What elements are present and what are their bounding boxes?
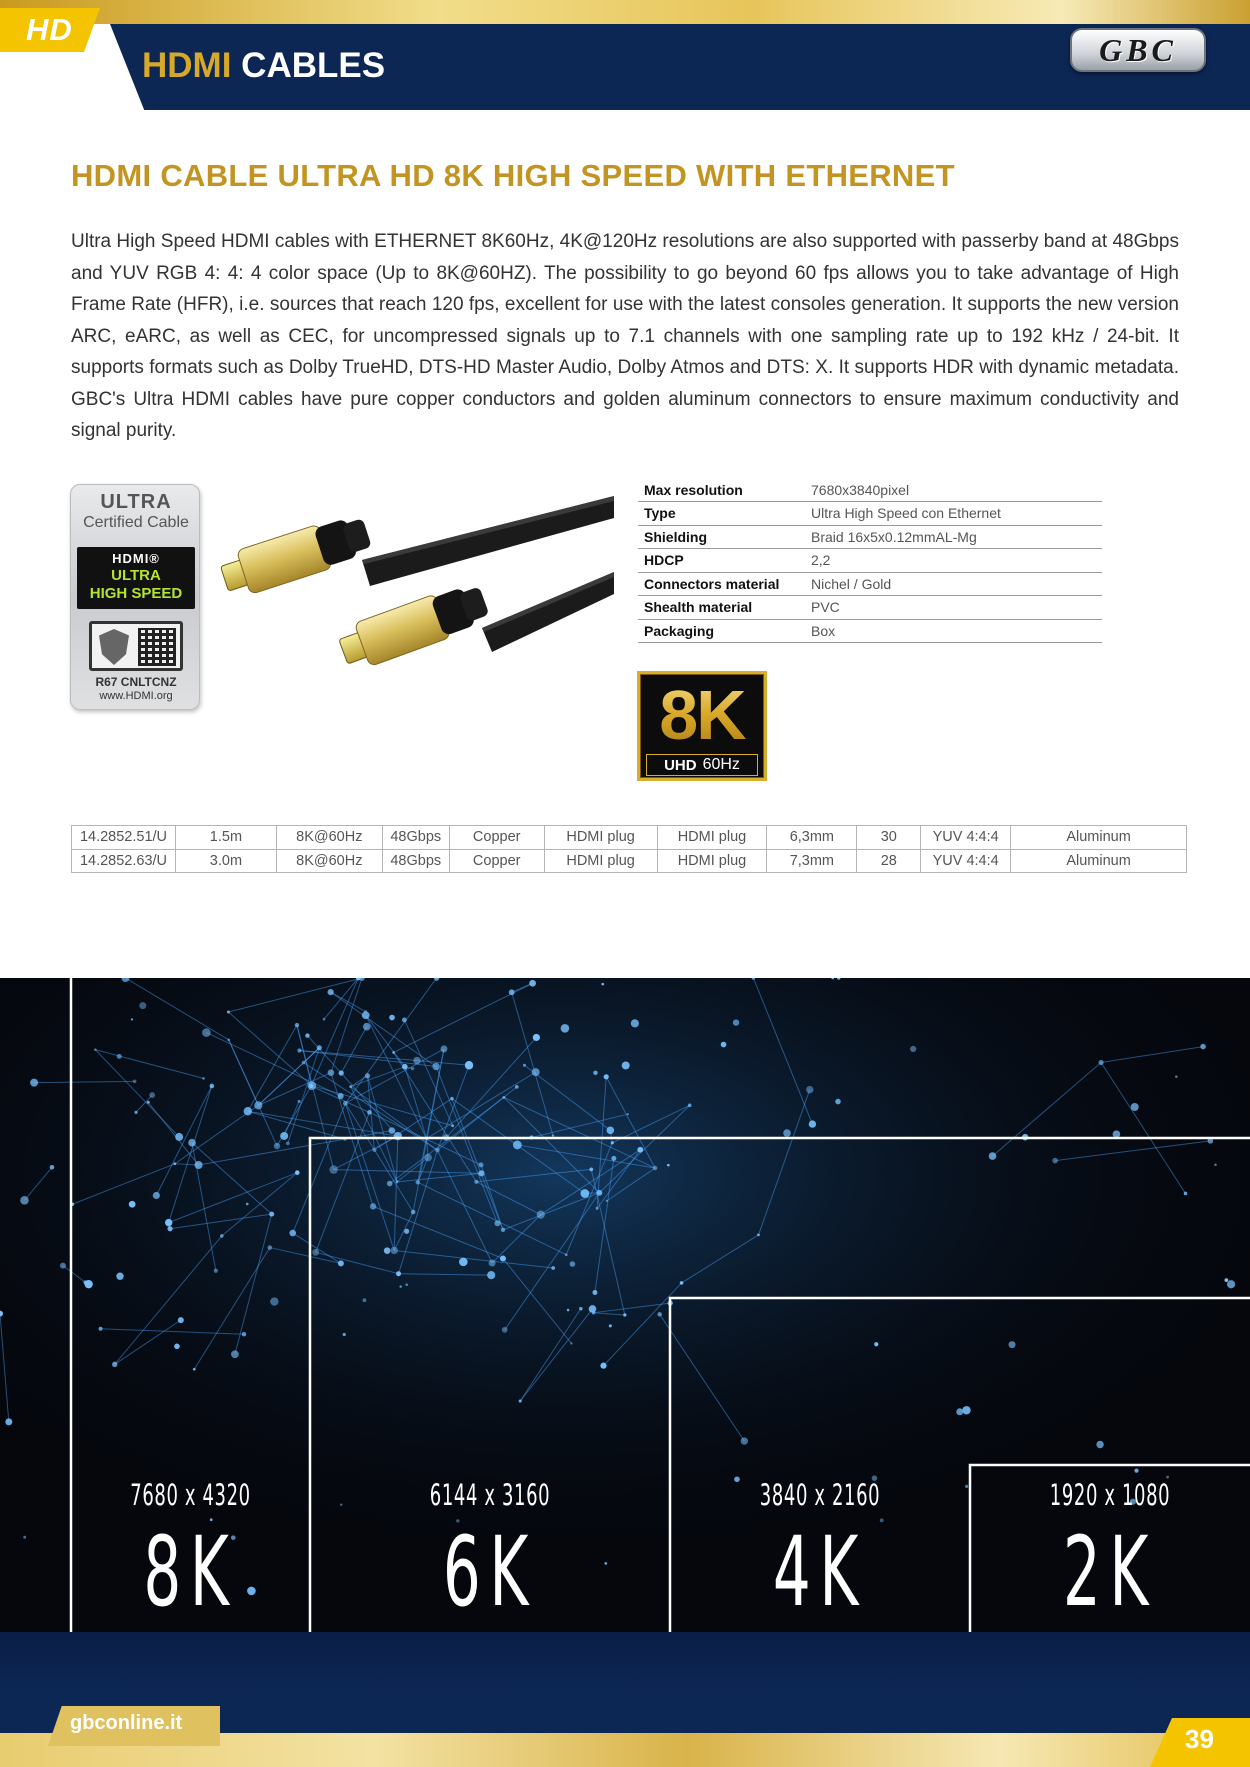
product-code-row — [72, 849, 1187, 873]
network-dot — [20, 1196, 29, 1205]
network-dot — [494, 1220, 500, 1226]
spec-label: Shielding — [638, 525, 805, 549]
network-dot — [5, 1418, 12, 1425]
network-dot — [173, 1162, 176, 1165]
network-dot — [565, 1253, 568, 1256]
network-dot — [1175, 1075, 1178, 1078]
network-dot — [268, 1245, 273, 1250]
spec-label: Type — [638, 502, 805, 526]
network-dot — [149, 1092, 155, 1098]
connector-b-cell: HDMI plug — [657, 826, 767, 850]
network-dot — [387, 1181, 393, 1187]
network-dot — [596, 1207, 599, 1210]
network-dot — [532, 1068, 540, 1076]
bandwidth-cell: 48Gbps — [382, 826, 449, 850]
network-dot — [589, 1167, 593, 1171]
network-dot — [305, 1033, 309, 1037]
color-space-cell: YUV 4:4:4 — [921, 849, 1011, 873]
diameter-cell: 6,3mm — [767, 826, 857, 850]
network-dot — [280, 1132, 288, 1140]
network-dot — [413, 1057, 420, 1064]
network-dot — [214, 1269, 218, 1273]
network-dot — [607, 1127, 615, 1135]
spec-label: HDCP — [638, 549, 805, 573]
cert-high-speed-green: HIGH SPEED — [89, 585, 183, 602]
network-dot — [365, 1073, 370, 1078]
length-cell: 1.5m — [175, 826, 276, 850]
code-cell: 14.2852.63/U — [72, 849, 176, 873]
cert-certified-text: Certified Cable — [83, 514, 189, 531]
network-dot — [1227, 1280, 1235, 1288]
network-dot — [302, 1061, 306, 1065]
conductor-cell: Copper — [449, 849, 544, 873]
length-cell: 3.0m — [175, 849, 276, 873]
network-dot — [667, 1164, 670, 1167]
res-4k-name: 4K — [772, 1516, 868, 1628]
spec-table — [638, 478, 1102, 643]
section-title-accent: HDMI — [142, 46, 232, 85]
network-dot — [561, 1024, 570, 1033]
network-dot — [627, 1113, 629, 1115]
badge-uhd-text: UHD — [664, 756, 697, 774]
network-dot — [112, 1362, 117, 1367]
network-dot — [165, 1219, 172, 1226]
network-dot — [600, 1363, 606, 1369]
network-dot — [611, 1156, 616, 1161]
connector-a-cell: HDMI plug — [544, 849, 657, 873]
spec-value: 2,2 — [805, 549, 1102, 573]
spec-value: PVC — [805, 596, 1102, 620]
network-dot — [432, 1063, 439, 1070]
network-dot — [242, 1332, 246, 1336]
network-dot — [653, 1166, 658, 1171]
resolution-comparison-graphic — [0, 978, 1250, 1632]
network-dot — [323, 1018, 326, 1021]
website-url: gbconline.it — [70, 1712, 183, 1734]
network-dot — [601, 983, 604, 986]
network-dot — [479, 1162, 484, 1167]
section-title-rest: CABLES — [241, 46, 386, 85]
conductor-cell: Copper — [449, 826, 544, 850]
network-dot — [606, 1200, 608, 1202]
section-title — [142, 46, 385, 86]
network-dot — [962, 1406, 970, 1414]
spec-label: Shealth material — [638, 596, 805, 620]
spec-value: Nichel / Gold — [805, 572, 1102, 596]
cert-url: www.HDMI.org — [99, 690, 173, 702]
network-dot — [809, 1120, 816, 1127]
network-dot — [389, 1127, 396, 1134]
network-dot — [384, 1247, 391, 1254]
network-dot — [338, 1260, 344, 1266]
network-dot — [592, 1311, 595, 1314]
header-gold-strip — [0, 0, 1250, 24]
network-dot — [474, 1180, 478, 1184]
network-dot — [1200, 1044, 1206, 1050]
network-dot — [270, 1297, 278, 1305]
network-dot — [175, 1133, 183, 1141]
network-dot — [286, 1141, 290, 1145]
res-8k-name: 8K — [143, 1516, 238, 1628]
product-code-row — [72, 826, 1187, 850]
spec-row — [638, 549, 1102, 573]
cert-ultra-text: ULTRA — [100, 491, 172, 513]
spec-row — [638, 478, 1102, 502]
badge-8k-text: 8K — [640, 674, 764, 756]
network-dot — [202, 1077, 205, 1080]
network-dot — [1096, 1441, 1103, 1448]
network-dot — [328, 1069, 335, 1076]
network-dot — [680, 1281, 684, 1285]
network-dot — [178, 1317, 184, 1323]
network-dot — [806, 1086, 813, 1093]
network-dot — [529, 980, 536, 987]
product-title: HDMI CABLE ULTRA HD 8K HIGH SPEED WITH ETHERNET — [71, 158, 955, 193]
housing-cell: Aluminum — [1011, 849, 1187, 873]
network-dot — [450, 1097, 453, 1100]
network-dot — [741, 1437, 748, 1444]
spec-value: Ultra High Speed con Ethernet — [805, 502, 1102, 526]
badge-uhd-bar — [646, 754, 758, 776]
bandwidth-cell: 48Gbps — [382, 849, 449, 873]
product-description: Ultra High Speed HDMI cables with ETHERNET 8K60Hz, 4K@120Hz resolutions are also supported with passerby band at 48Gbps and YUV RGB 4: 4: 4 color space (Up to 8K@60HZ). The possibility to go beyond 60 fps allows you to take advantage of High Frame Rate (HFR), i.e. sources that reach 120 fps, excellent for use with the latest consoles generation. It supports the new version ARC, eARC, as well as CEC, for uncompressed signals up to 7.1 channels with one sampling rate up to 192 kHz / 24-bit. It supports formats such as Dolby TrueHD, DTS-HD Master Audio, Dolby Atmos and DTS: X. It supports HDR with dynamic metadata. GBC's Ultra HDMI cables have pure copper conductors and golden aluminum connectors to ensure maximum conductivity and signal purity. — [71, 231, 1179, 441]
network-dot — [509, 989, 515, 995]
gbc-logo-text: GBC — [1099, 31, 1177, 68]
res-8k-dims: 7680 x 4320 — [130, 1478, 251, 1512]
network-dot — [295, 1170, 300, 1175]
network-dot — [910, 1046, 916, 1052]
network-dot — [874, 1342, 878, 1346]
network-dot — [134, 1111, 137, 1114]
spec-row — [638, 502, 1102, 526]
network-dot — [188, 1139, 196, 1147]
awg-cell: 30 — [857, 826, 921, 850]
network-dot — [611, 1141, 614, 1144]
network-dot — [349, 1085, 352, 1088]
code-cell: 14.2852.51/U — [72, 826, 176, 850]
network-dot — [133, 1080, 137, 1084]
network-dot — [501, 1228, 505, 1232]
diameter-cell: 7,3mm — [767, 849, 857, 873]
upper-cable — [217, 496, 614, 601]
network-dot — [309, 1084, 313, 1088]
hdmi-certification-label — [70, 484, 200, 710]
spec-row — [638, 525, 1102, 549]
network-dot — [502, 1327, 508, 1333]
network-dot — [1214, 1163, 1217, 1166]
network-dot — [435, 1148, 440, 1153]
network-dot — [343, 1101, 348, 1106]
network-dot — [312, 1249, 319, 1256]
network-dot — [1009, 1341, 1016, 1348]
network-dot — [131, 1018, 133, 1020]
network-dot — [835, 1099, 841, 1105]
network-dot — [343, 1333, 346, 1336]
network-dot — [579, 1307, 583, 1311]
network-dot — [116, 1273, 123, 1280]
network-dot — [404, 1229, 409, 1234]
network-dot — [99, 1327, 103, 1331]
network-dot — [210, 1084, 215, 1089]
spec-value: 7680x3840pixel — [805, 478, 1102, 502]
network-dot — [367, 1110, 372, 1115]
res-6k-name: 6K — [442, 1516, 538, 1628]
network-dot — [783, 1129, 791, 1137]
cert-qr-box — [89, 621, 183, 671]
network-dot — [733, 1019, 739, 1025]
network-dot — [328, 989, 334, 995]
cert-ultra-green: ULTRA — [111, 567, 161, 584]
spec-row — [638, 619, 1102, 643]
network-dot — [609, 1324, 612, 1327]
network-dot — [570, 1342, 572, 1344]
network-dot — [274, 1143, 280, 1149]
res-2k-dims: 1920 x 1080 — [1049, 1478, 1171, 1512]
network-dot — [593, 1071, 597, 1075]
network-dot — [391, 1247, 398, 1254]
network-dot — [1224, 1278, 1228, 1282]
network-dot — [965, 1485, 968, 1488]
network-dot — [396, 1180, 399, 1183]
network-dot — [657, 1312, 661, 1316]
spec-label: Connectors material — [638, 572, 805, 596]
network-dot — [956, 1408, 963, 1415]
network-dot — [478, 1170, 484, 1176]
gbc-logo — [1070, 28, 1206, 72]
network-dot — [30, 1079, 38, 1087]
spec-value: Braid 16x5x0.12mmAL-Mg — [805, 525, 1102, 549]
network-dot — [721, 1042, 727, 1048]
shield-icon — [99, 629, 129, 665]
network-dot — [139, 1002, 146, 1009]
network-dot — [1098, 1060, 1103, 1065]
network-dot — [60, 1263, 66, 1269]
cert-code: R67 CNLTCNZ — [95, 675, 177, 689]
network-dot — [329, 1165, 337, 1173]
network-dot — [295, 1023, 299, 1027]
8k-60hz-badge — [637, 671, 767, 781]
product-codes-table — [71, 825, 1187, 873]
network-dot — [405, 1283, 408, 1286]
network-dot — [622, 1061, 630, 1069]
network-dot — [297, 1048, 301, 1052]
network-dot — [269, 1212, 274, 1217]
network-dot — [487, 1271, 495, 1279]
network-dot — [362, 1298, 366, 1302]
network-dot — [167, 1226, 172, 1231]
network-dot — [411, 1067, 414, 1070]
network-dot — [500, 1256, 506, 1262]
network-dot — [552, 1134, 554, 1136]
network-dot — [623, 1313, 626, 1316]
page-number: 39 — [1185, 1724, 1214, 1754]
network-dot — [989, 1152, 997, 1160]
network-dot — [415, 1180, 419, 1184]
res-4k-dims: 3840 x 2160 — [759, 1478, 881, 1512]
spec-label: Max resolution — [638, 478, 805, 502]
network-dot — [523, 1064, 526, 1067]
color-space-cell: YUV 4:4:4 — [921, 826, 1011, 850]
network-dot — [592, 1290, 597, 1295]
network-dot — [489, 1260, 496, 1267]
housing-cell: Aluminum — [1011, 826, 1187, 850]
awg-cell: 28 — [857, 849, 921, 873]
network-dot — [440, 1045, 447, 1052]
network-dot — [503, 1096, 506, 1099]
network-dot — [513, 1141, 522, 1150]
network-dot — [533, 1034, 540, 1041]
network-dot — [246, 1203, 249, 1206]
network-dot — [637, 1147, 643, 1153]
network-dot — [570, 1261, 576, 1267]
network-dot — [396, 1271, 401, 1276]
network-dot — [117, 1054, 122, 1059]
network-dot — [363, 1023, 371, 1031]
badge-hz-text: 60Hz — [702, 756, 740, 773]
network-dot — [231, 1350, 239, 1358]
network-dot — [580, 1189, 589, 1198]
network-dot — [339, 1070, 344, 1075]
network-dot — [451, 1124, 454, 1127]
spec-value: Box — [805, 619, 1102, 643]
network-dot — [537, 1210, 545, 1218]
network-dot — [604, 1562, 607, 1565]
network-dot — [596, 1190, 602, 1196]
qr-code-icon — [138, 628, 176, 666]
network-dot — [84, 1280, 88, 1284]
network-dot — [370, 1203, 376, 1209]
network-dot — [459, 1258, 468, 1267]
lower-cable — [335, 572, 614, 673]
spec-label: Packaging — [638, 619, 805, 643]
network-dot — [757, 1234, 760, 1237]
network-dot — [364, 1010, 367, 1013]
connector-b-cell: HDMI plug — [657, 849, 767, 873]
network-dot — [402, 1018, 407, 1023]
resolution-cell: 8K@60Hz — [276, 849, 382, 873]
network-dot — [147, 1101, 150, 1104]
network-dot — [402, 1064, 408, 1070]
spec-row — [638, 572, 1102, 596]
network-dot — [340, 1504, 342, 1506]
network-dot — [153, 1192, 160, 1199]
footer-dark-band — [0, 1632, 1250, 1694]
network-dot — [94, 1048, 97, 1051]
network-dot — [254, 1101, 262, 1109]
network-dot — [631, 1019, 639, 1027]
hdmi-cable-image — [212, 490, 618, 694]
connector-a-cell: HDMI plug — [544, 826, 657, 850]
network-dot — [220, 1234, 224, 1238]
network-dot — [392, 1051, 395, 1054]
network-dot — [1184, 1192, 1188, 1196]
network-dot — [174, 1344, 180, 1350]
network-dot — [688, 1104, 692, 1108]
network-dot — [244, 1107, 252, 1115]
network-dot — [129, 1201, 136, 1208]
network-dot — [372, 1148, 376, 1152]
network-dot — [411, 1210, 416, 1215]
network-dot — [424, 1154, 432, 1162]
network-dot — [195, 1161, 203, 1169]
network-dot — [1131, 1103, 1139, 1111]
cert-hdmi-logo: HDMI® — [112, 551, 160, 566]
network-dot — [338, 1093, 344, 1099]
network-dot — [465, 1061, 473, 1069]
network-dot — [50, 1165, 55, 1170]
cert-hdmi-panel — [77, 547, 195, 609]
network-dot — [519, 1399, 522, 1402]
hd-tag: HD — [26, 12, 73, 47]
network-dot — [604, 1074, 609, 1079]
network-dot — [289, 1230, 296, 1237]
network-dot — [193, 1368, 196, 1371]
network-dot — [23, 1536, 26, 1539]
res-2k-name: 2K — [1062, 1516, 1158, 1628]
network-dot — [515, 1085, 519, 1089]
network-dot — [399, 1285, 401, 1287]
network-dot — [567, 1309, 570, 1312]
network-dot — [202, 1028, 211, 1037]
network-dot — [298, 1100, 301, 1103]
resolution-cell: 8K@60Hz — [276, 826, 382, 850]
network-dot — [1134, 1469, 1138, 1473]
network-dot — [551, 1266, 555, 1270]
network-dot — [389, 1015, 395, 1021]
res-6k-dims: 6144 x 3160 — [429, 1478, 551, 1512]
network-dot — [227, 1038, 230, 1041]
network-dot — [1052, 1158, 1058, 1164]
spec-row — [638, 596, 1102, 620]
network-dot — [317, 1045, 322, 1050]
network-dot — [227, 1011, 230, 1014]
